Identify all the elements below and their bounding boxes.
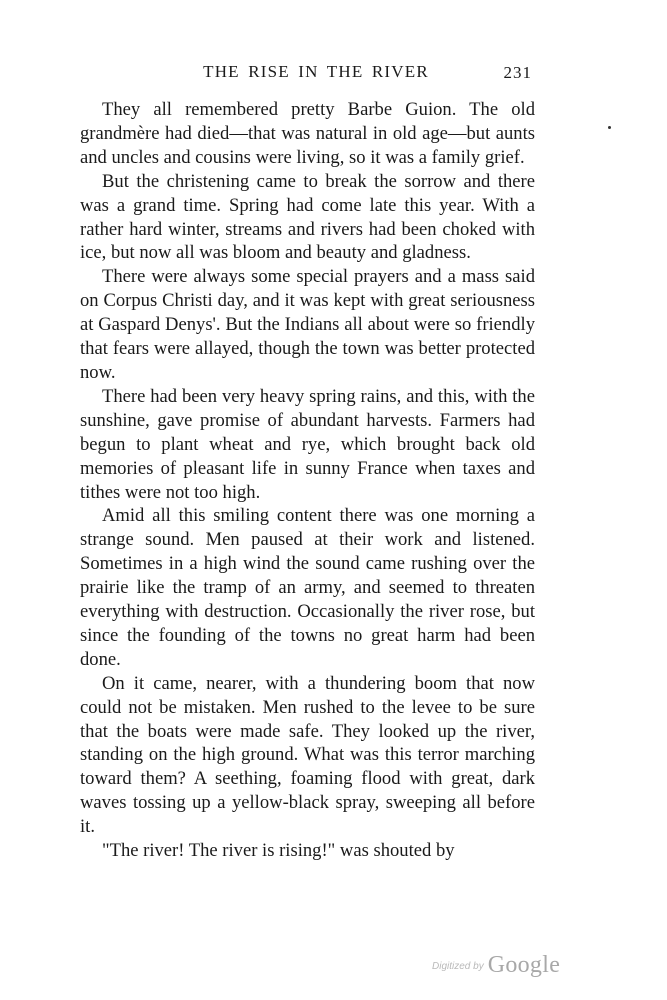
running-header bbox=[100, 62, 532, 86]
paragraph-6: On it came, nearer, with a thundering boom that now could not be mistaken. Men rushed to the levee to be sure that the boats were made safe. They looked up the river, standing on the high ground. What was this terror marching toward them? A seething, foaming flood with great, dark waves tossing up a yellow-black spray, sweeping all before it. bbox=[80, 672, 535, 838]
paragraph-4: There had been very heavy spring rains, and this, with the sunshine, gave promise of abundant harvests. Farmers had begun to plant wheat and rye, which brought back old memories of pleasant life in sunny France when taxes and tithes were not too high. bbox=[80, 385, 535, 503]
body-text bbox=[80, 98, 535, 863]
google-logo: Google bbox=[487, 952, 561, 978]
page-number: 231 bbox=[503, 63, 532, 82]
running-title: THE RISE IN THE RIVER bbox=[203, 62, 429, 81]
paragraph-7: "The river! The river is rising!" was shouted by bbox=[102, 840, 455, 862]
paragraph-2: But the christening came to break the sorrow and there was a grand time. Spring had come late this year. With a rather hard winter, streams and rivers had been choked with ice, but now all was bloom and beauty and gladness. bbox=[80, 170, 535, 264]
digitization-watermark bbox=[432, 952, 560, 982]
paragraph-5: Amid all this smiling content there was one morning a strange sound. Men paused at their work and listened. Sometimes in a high wind the sound came rushing over the prairie like the tramp of an army, and seemed to threaten everything with destruction. Occasionally the river rose, but since the founding of the towns no great harm had been done. bbox=[80, 505, 535, 670]
paragraph-3: There were always some special prayers and a mass said on Corpus Christi day, and it was kept with great seriousness at Gaspard Denys'. But the Indians all about were so friendly that fears were allayed, though the town was better protected now. bbox=[80, 266, 535, 383]
paragraph-1: They all remembered pretty Barbe Guion. The old grandmère had died—that was natural in old age—but aunts and uncles and cousins were living, so it was a family grief. bbox=[80, 99, 535, 168]
ink-speck bbox=[608, 126, 611, 129]
digitized-by-label: Digitized by bbox=[432, 961, 484, 972]
